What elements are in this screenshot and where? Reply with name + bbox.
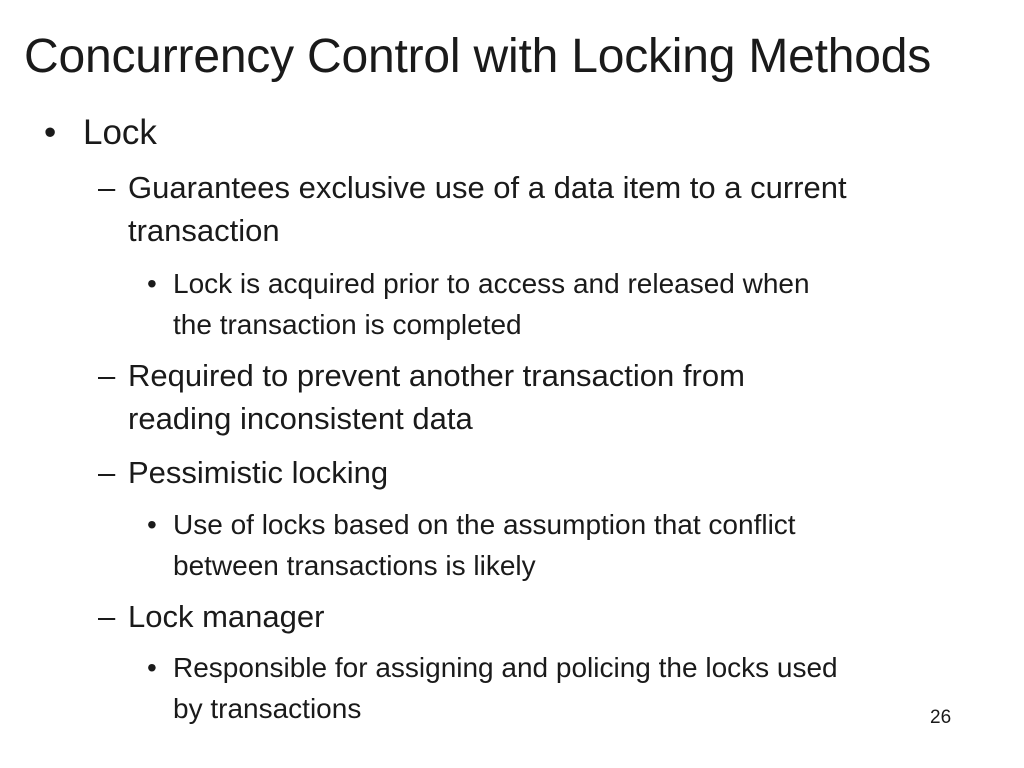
bullet-dot-icon: •	[44, 113, 57, 152]
bullet-dash-icon: –	[98, 599, 116, 634]
sub-bullet-pessimistic-locking: Pessimistic locking	[128, 455, 389, 490]
sub-bullet-required-line-1: Required to prevent another transaction from	[128, 358, 745, 393]
sub-bullet-guarantees-line-2: transaction	[128, 213, 280, 248]
bullet-dash-icon: –	[98, 455, 116, 490]
bullet-dot-icon: •	[147, 652, 157, 683]
detail-lock-acquired-line-2: the transaction is completed	[173, 309, 522, 340]
detail-lock-acquired-line-1: Lock is acquired prior to access and released when	[173, 268, 810, 299]
bullet-lock: Lock	[83, 113, 157, 152]
bullet-dot-icon: •	[147, 509, 157, 540]
sub-bullet-lock-manager: Lock manager	[128, 599, 325, 634]
slide-title: Concurrency Control with Locking Methods	[24, 30, 932, 83]
page-number: 26	[930, 707, 952, 728]
detail-use-of-locks-line-1: Use of locks based on the assumption that conflict	[173, 509, 796, 540]
bullet-dash-icon: –	[98, 170, 116, 205]
sub-bullet-required-line-2: reading inconsistent data	[128, 401, 473, 436]
detail-use-of-locks-line-2: between transactions is likely	[173, 550, 536, 581]
detail-responsible-line-2: by transactions	[173, 693, 362, 724]
bullet-dot-icon: •	[147, 268, 157, 299]
sub-bullet-guarantees-line-1: Guarantees exclusive use of a data item to a current	[128, 170, 847, 205]
detail-responsible-line-1: Responsible for assigning and policing the locks used	[173, 652, 838, 683]
bullet-dash-icon: –	[98, 358, 116, 393]
